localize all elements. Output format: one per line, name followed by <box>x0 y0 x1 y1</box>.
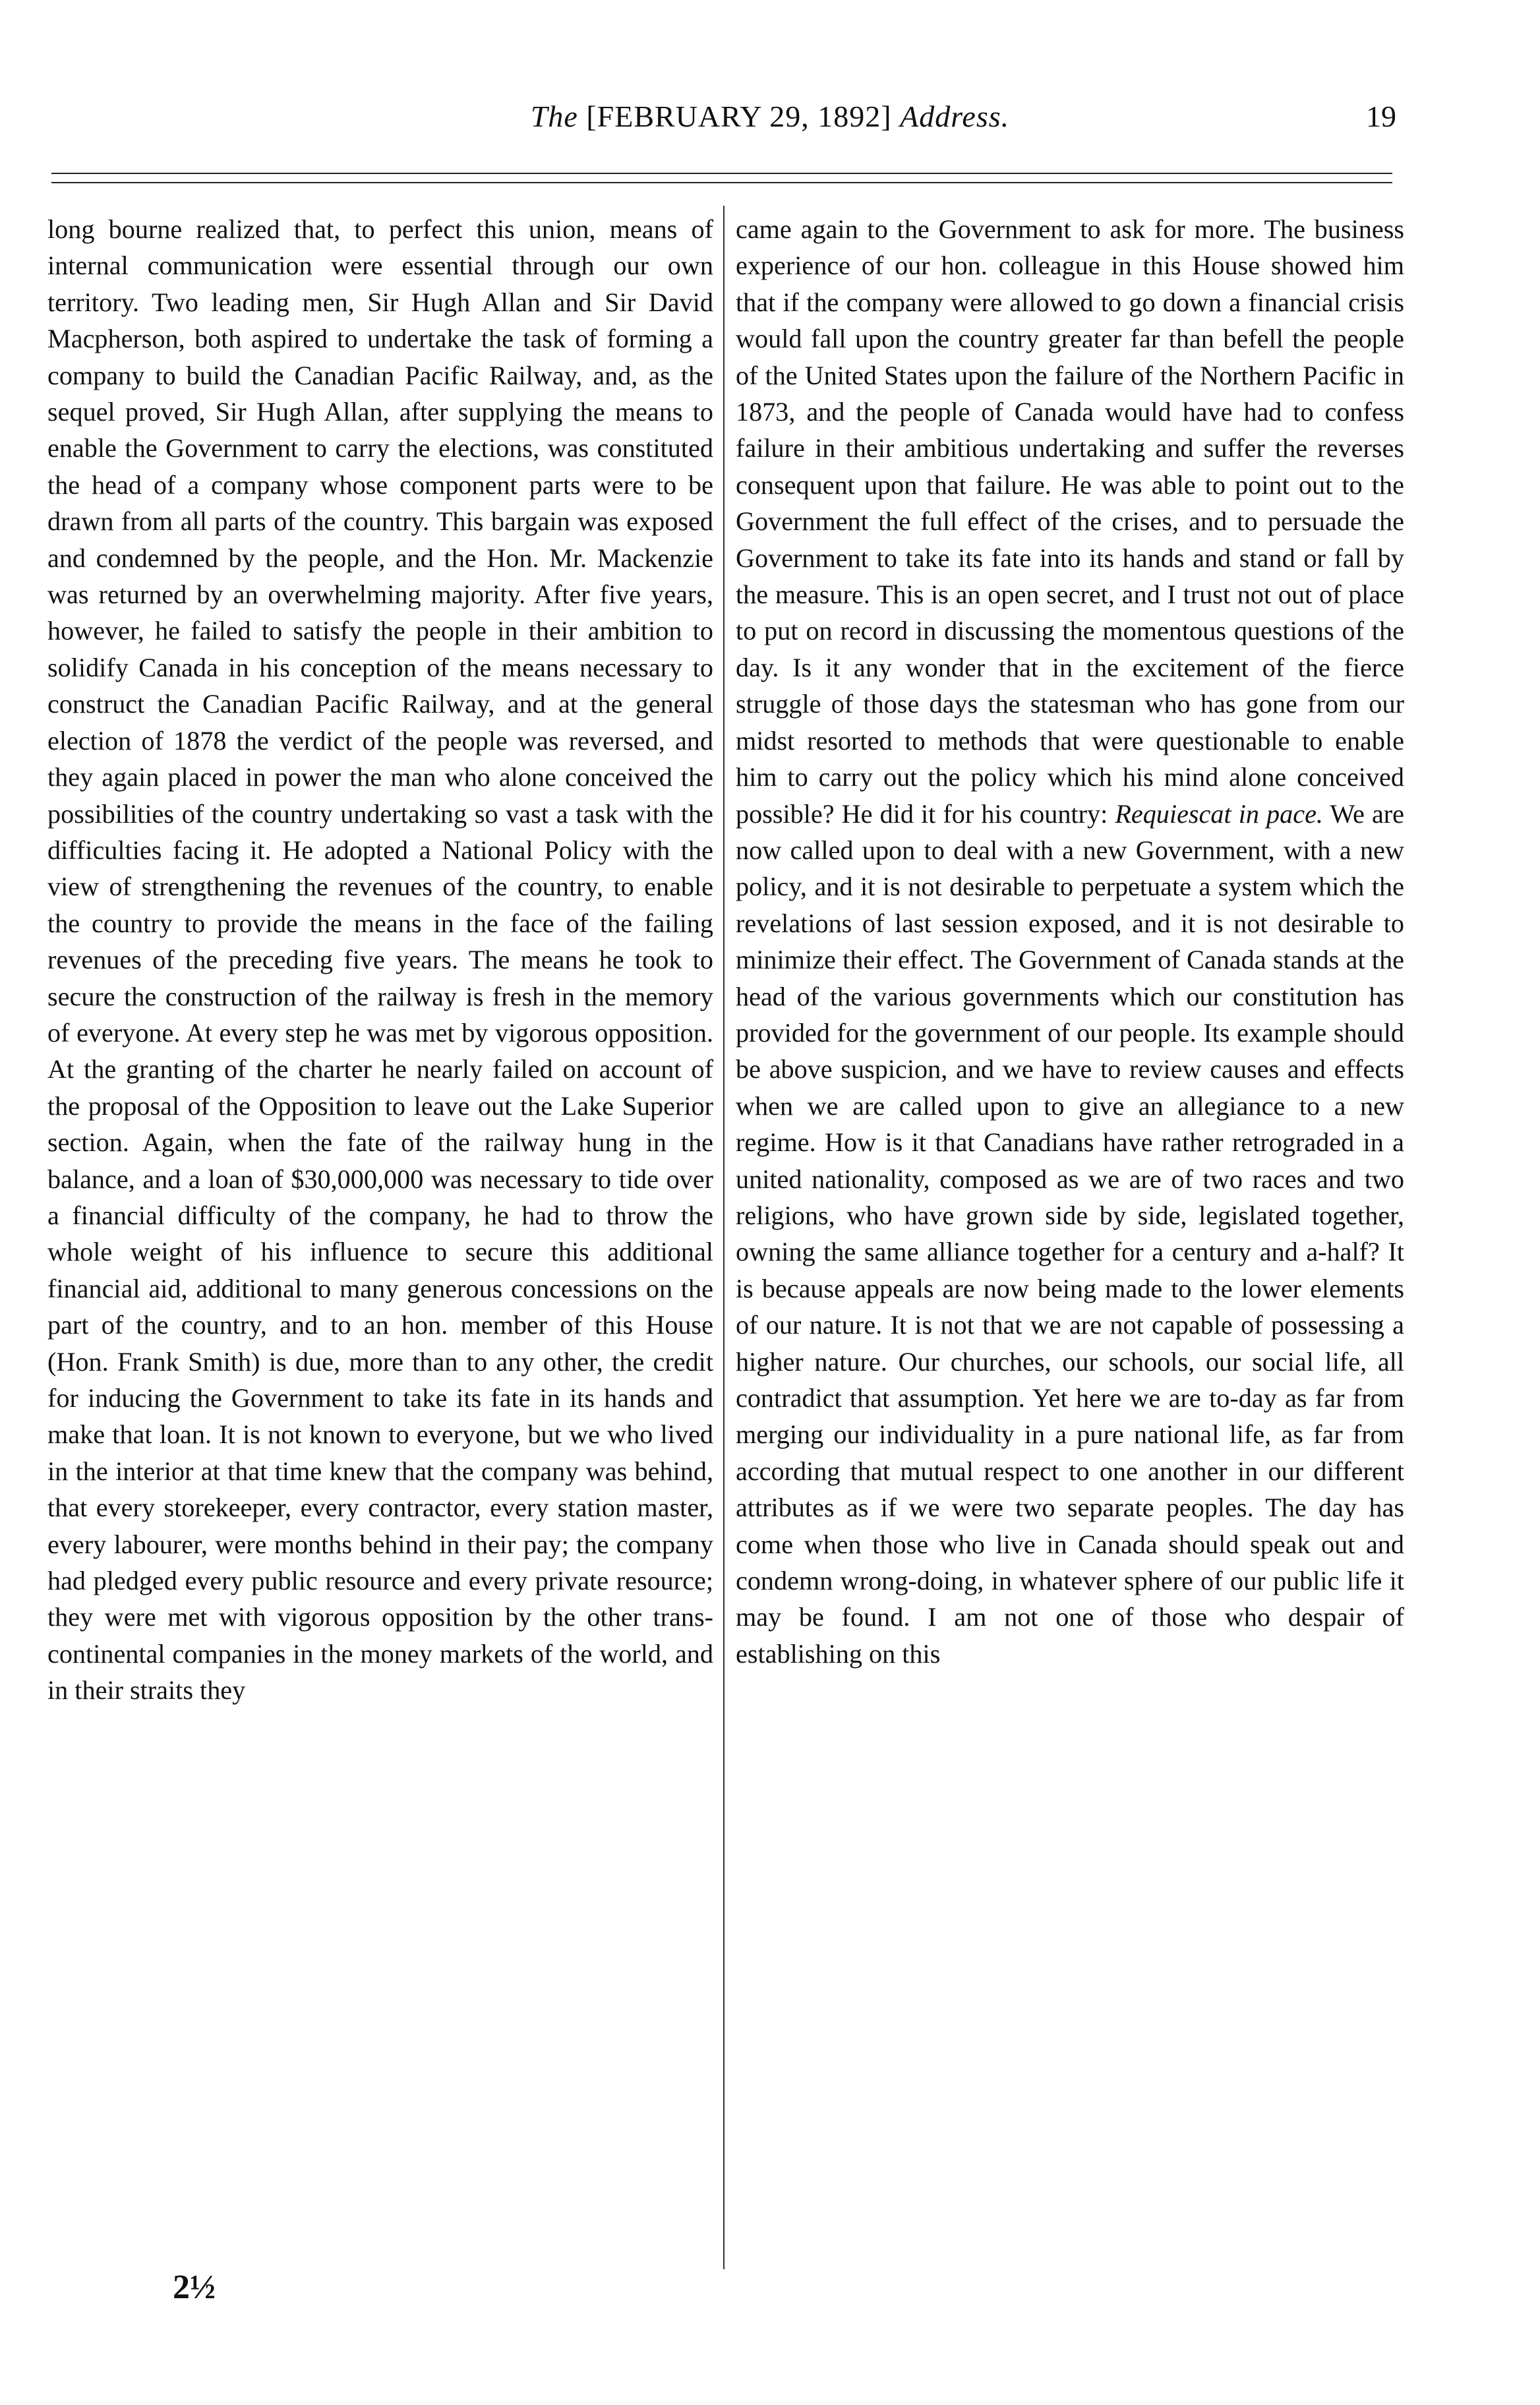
right-text-part-2: We are now called upon to deal with a new Government, with a new policy, and it is not desirable to perpetuate a system which the revelations of last session exposed, and it is not desirable to minimize their effect. The Government of Canada stands at the head of the various governments which our constitution has provided for the government of our people. Its example should be above suspicion, and we have to review causes and effects when we are called upon to give an allegiance to a new regime. How is it that Canadians have rather retrograded in a united nationality, composed as we are of two races and two religions, who have grown side by side, legislated together, owning the same alliance together for a century and a-half? It is because appeals are now being made to the lower elements of our nature. It is not that we are not capable of possessing a higher nature. Our churches, our schools, our social life, all contradict that assumption. Yet here we are to-day as far from merging our individuality in a pure national life, as far from according that mutual respect to one another in our different attributes as if we were two separate peoples. The day has come when those who live in Canada should speak out and condemn wrong-doing, in whatever sphere of our public life it may be found. I am not one of those who despair of establishing on this <box>736 798 1405 1669</box>
header-title-prefix: The <box>530 100 578 133</box>
header-rule-bottom <box>51 182 1392 183</box>
running-head <box>0 99 1540 134</box>
right-column <box>736 211 1404 1672</box>
printer-signature-mark: 2½ <box>173 2269 216 2306</box>
header-title-suffix: Address. <box>900 100 1010 133</box>
latin-phrase: Requiescat in pace. <box>1115 798 1323 829</box>
header-date: [FEBRUARY 29, 1892] <box>586 100 892 133</box>
left-column <box>47 211 713 1709</box>
right-column-text <box>736 211 1404 1672</box>
right-text-part-1: came again to the Government to ask for more. The business experience of our hon. colleague in this House showed him that if the company were allowed to go down a financial crisis would fall upon the country greater far than befell the people of the United States upon the failure of the Northern Pacific in 1873, and the people of Canada would have had to confess failure in their ambitious undertaking and suffer the reverses consequent upon that failure. He was able to point out to the Government the full effect of the crises, and to persuade the Government to take its fate into its hands and stand or fall by the measure. This is an open secret, and I trust not out of place to put on record in discussing the momentous questions of the day. Is it any wonder that in the excitement of the fierce struggle of those days the statesman who has gone from our midst resorted to methods that were questionable to enable him to carry out the policy which his mind alone conceived possible? He did it for his country: <box>736 214 1404 829</box>
column-divider <box>723 206 725 2269</box>
header-rule-top <box>51 173 1392 174</box>
page-number: 19 <box>1366 100 1396 133</box>
left-column-text: long bourne realized that, to perfect this union, means of internal communication were essential through our own territory. Two leading men, Sir Hugh Allan and Sir David Macpherson, both aspired to undertake the task of forming a company to build the Canadian Pacific Railway, and, as the sequel proved, Sir Hugh Allan, after supplying the means to enable the Government to carry the elections, was constituted the head of a company whose component parts were to be drawn from all parts of the country. This bargain was exposed and condemned by the people, and the Hon. Mr. Mackenzie was returned by an overwhelming majority. After five years, however, he failed to satisfy the people in their ambition to solidify Canada in his conception of the means necessary to construct the Canadian Pacific Railway, and at the general election of 1878 the verdict of the people was reversed, and they again placed in power the man who alone conceived the possibilities of the country undertaking so vast a task with the difficulties facing it. He adopted a National Policy with the view of strengthening the revenues of the country, to enable the country to provide the means in the face of the failing revenues of the preceding five years. The means he took to secure the construction of the railway is fresh in the memory of everyone. At every step he was met by vigorous opposition. At the granting of the charter he nearly failed on account of the proposal of the Opposition to leave out the Lake Superior section. Again, when the fate of the railway hung in the balance, and a loan of $30,000,000 was necessary to tide over a financial difficulty of the company, he had to throw the whole weight of his influence to secure this additional financial aid, additional to many generous concessions on the part of the country, and to an hon. member of this House (Hon. Frank Smith) is due, more than to any other, the credit for inducing the Government to take its fate in its hands and make that loan. It is not known to everyone, but we who lived in the interior at that time knew that the company was behind, that every storekeeper, every contractor, every station master, every labourer, were months behind in their pay; the company had pledged every public resource and every private resource; they were met with vigorous opposition by the other trans-continental companies in the money markets of the world, and in their straits they <box>47 214 713 1706</box>
